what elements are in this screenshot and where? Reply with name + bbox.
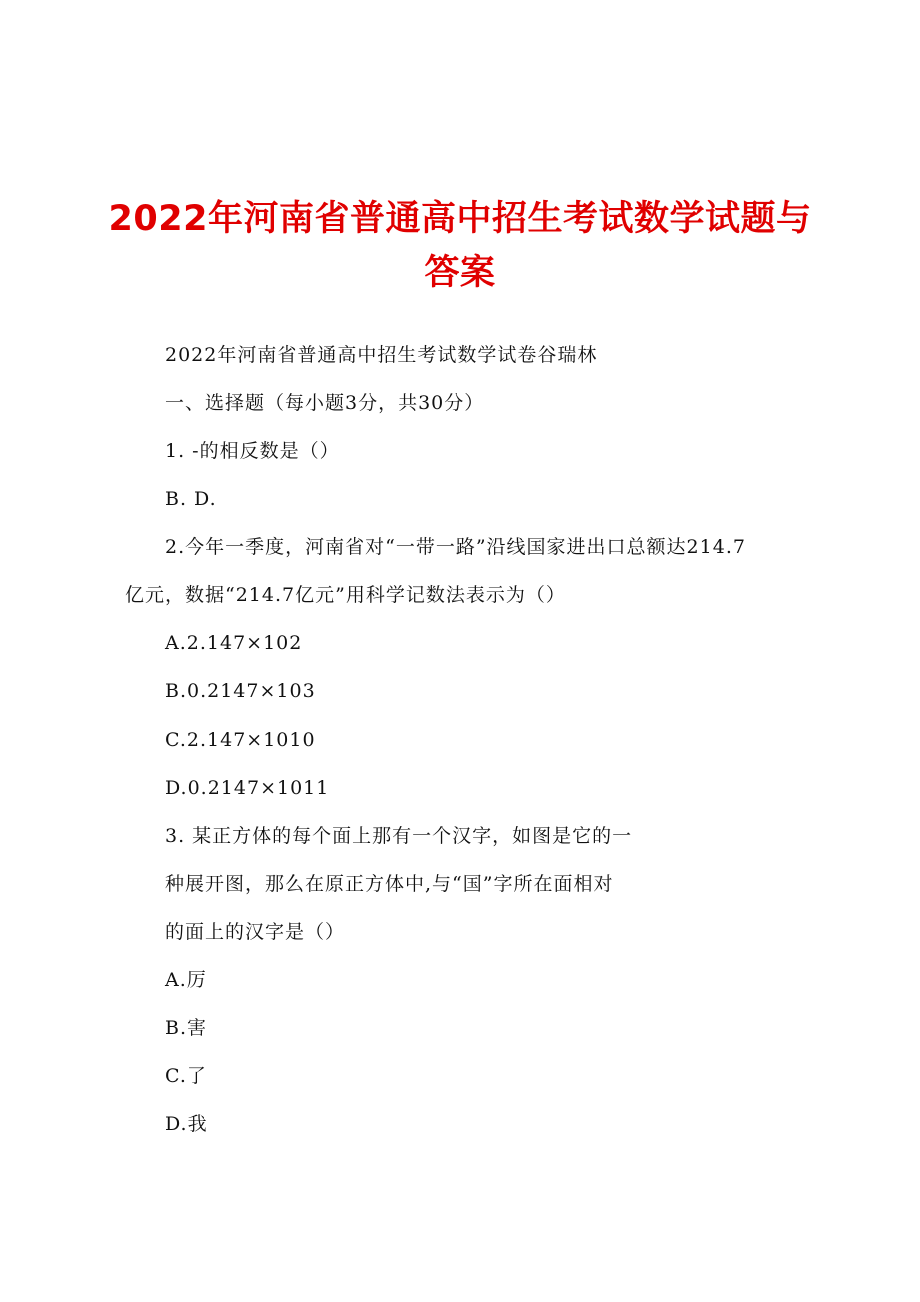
question-2-line-1: 2.今年一季度，河南省对“一带一路”沿线国家进出口总额达214.7: [165, 536, 746, 558]
question-2-line-2: 亿元，数据“214.7亿元”用科学记数法表示为（）: [125, 584, 566, 606]
question-3-option-c: C.了: [165, 1065, 207, 1087]
question-3-line-1: 3. 某正方体的每个面上那有一个汉字，如图是它的一: [165, 825, 633, 847]
question-3-line-2: 种展开图，那么在原正方体中,与“国”字所在面相对: [165, 873, 614, 895]
question-2-option-a: A.2.147×102: [165, 632, 303, 654]
question-1-options: B. D.: [165, 488, 217, 510]
question-2-option-b: B.0.2147×103: [165, 680, 316, 702]
exam-subtitle: 2022年河南省普通高中招生考试数学试卷谷瑞林: [165, 344, 598, 366]
question-2-option-c: C.2.147×1010: [165, 729, 316, 751]
document-title-line-1: 2022年河南省普通高中招生考试数学试题与: [108, 199, 812, 239]
question-3-option-d: D.我: [165, 1113, 208, 1135]
question-3-line-3: 的面上的汉字是（）: [165, 921, 346, 943]
section-heading: 一、选择题（每小题3分，共30分）: [165, 392, 485, 414]
question-3-option-a: A.厉: [165, 969, 207, 991]
question-1: 1. -的相反数是（）: [165, 440, 340, 462]
question-3-option-b: B.害: [165, 1017, 208, 1039]
document-title-line-2: 答案: [424, 253, 496, 293]
question-2-option-d: D.0.2147×1011: [165, 777, 330, 799]
